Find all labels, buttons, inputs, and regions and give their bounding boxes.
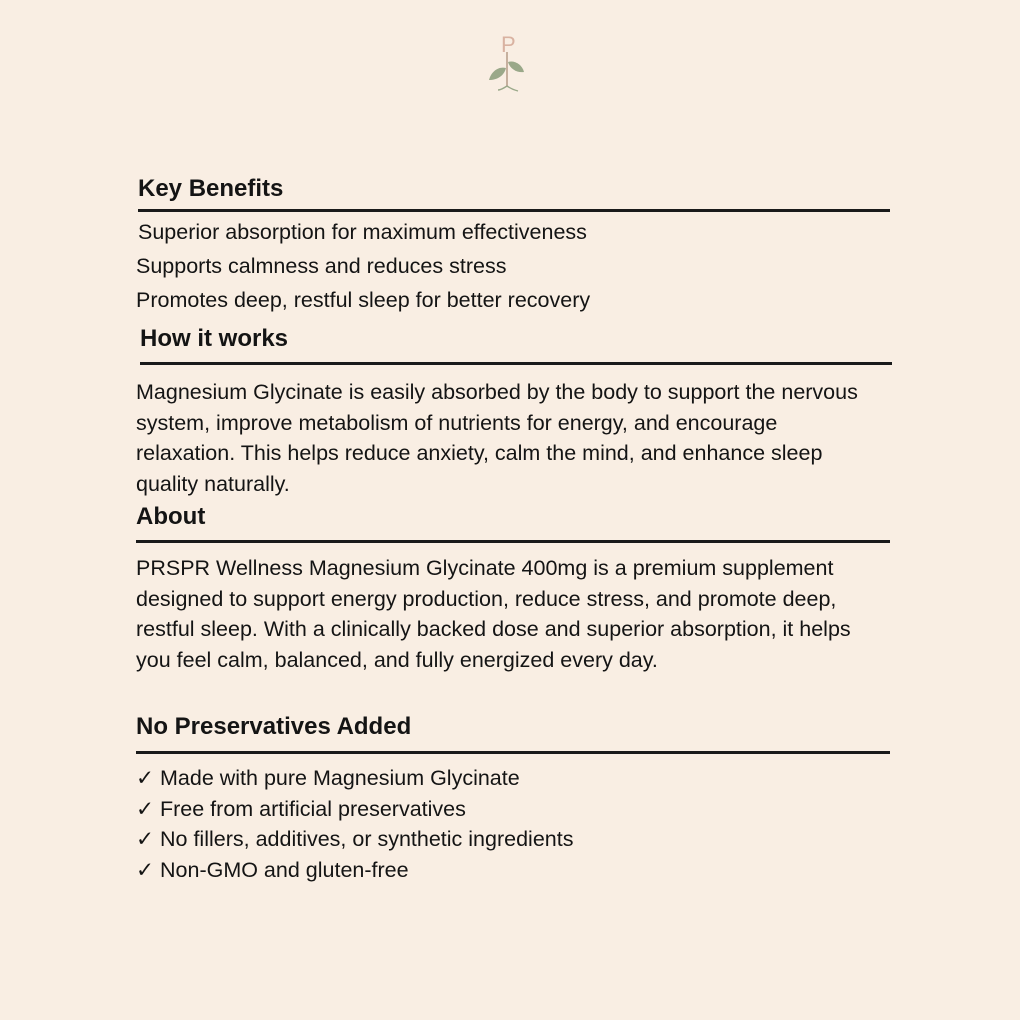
key-benefits-divider (138, 209, 890, 212)
how-it-works-text: Magnesium Glycinate is easily absorbed by the body to support the nervous system, improve metabolism of nutrients for energy, and encourage relaxation. This helps reduce anxiety, calm the mind, and enhance sleep quality naturally. (136, 380, 858, 496)
no-preservatives-divider (136, 751, 890, 754)
how-it-works-divider (140, 362, 892, 365)
check-icon: ✓ (136, 796, 155, 821)
no-preservatives-title: No Preservatives Added (136, 713, 412, 740)
about-section (136, 502, 890, 675)
logo-letter: P (501, 32, 516, 57)
logo-leaf-left (489, 68, 506, 80)
about-divider (136, 540, 890, 543)
list-item: Promotes deep, restful sleep for better recovery (136, 288, 591, 312)
key-benefits-list (136, 215, 890, 317)
no-preservatives-section (136, 712, 890, 885)
about-title: About (136, 503, 206, 530)
list-item: Supports calmness and reduces stress (136, 254, 507, 278)
list-item: Superior absorption for maximum effectiveness (138, 220, 587, 244)
key-benefits-title: Key Benefits (138, 175, 284, 202)
how-it-works-title: How it works (140, 325, 289, 352)
logo-root-left (498, 86, 507, 90)
about-text: PRSPR Wellness Magnesium Glycinate 400mg is a premium supplement designed to support energy production, reduce stress, and promote deep, restful sleep. With a clinically backed dose and superior absorption, it helps you feel calm, balanced, and fully energized every day. (136, 556, 851, 672)
check-icon: ✓ (136, 857, 155, 882)
how-it-works-section (138, 324, 892, 499)
check-icon: ✓ (136, 827, 155, 852)
logo-root-right (507, 86, 518, 91)
brand-logo (484, 30, 530, 96)
list-item: ✓ Non-GMO and gluten-free (136, 855, 890, 886)
list-item: ✓ Free from artificial preservatives (136, 794, 890, 825)
list-item: ✓ No fillers, additives, or synthetic ingredients (136, 824, 890, 855)
no-preservatives-list (136, 763, 890, 885)
key-benefits-section (136, 174, 890, 317)
list-item: ✓ Made with pure Magnesium Glycinate (136, 763, 890, 794)
check-icon: ✓ (136, 766, 155, 790)
logo-leaf-right (508, 61, 524, 72)
